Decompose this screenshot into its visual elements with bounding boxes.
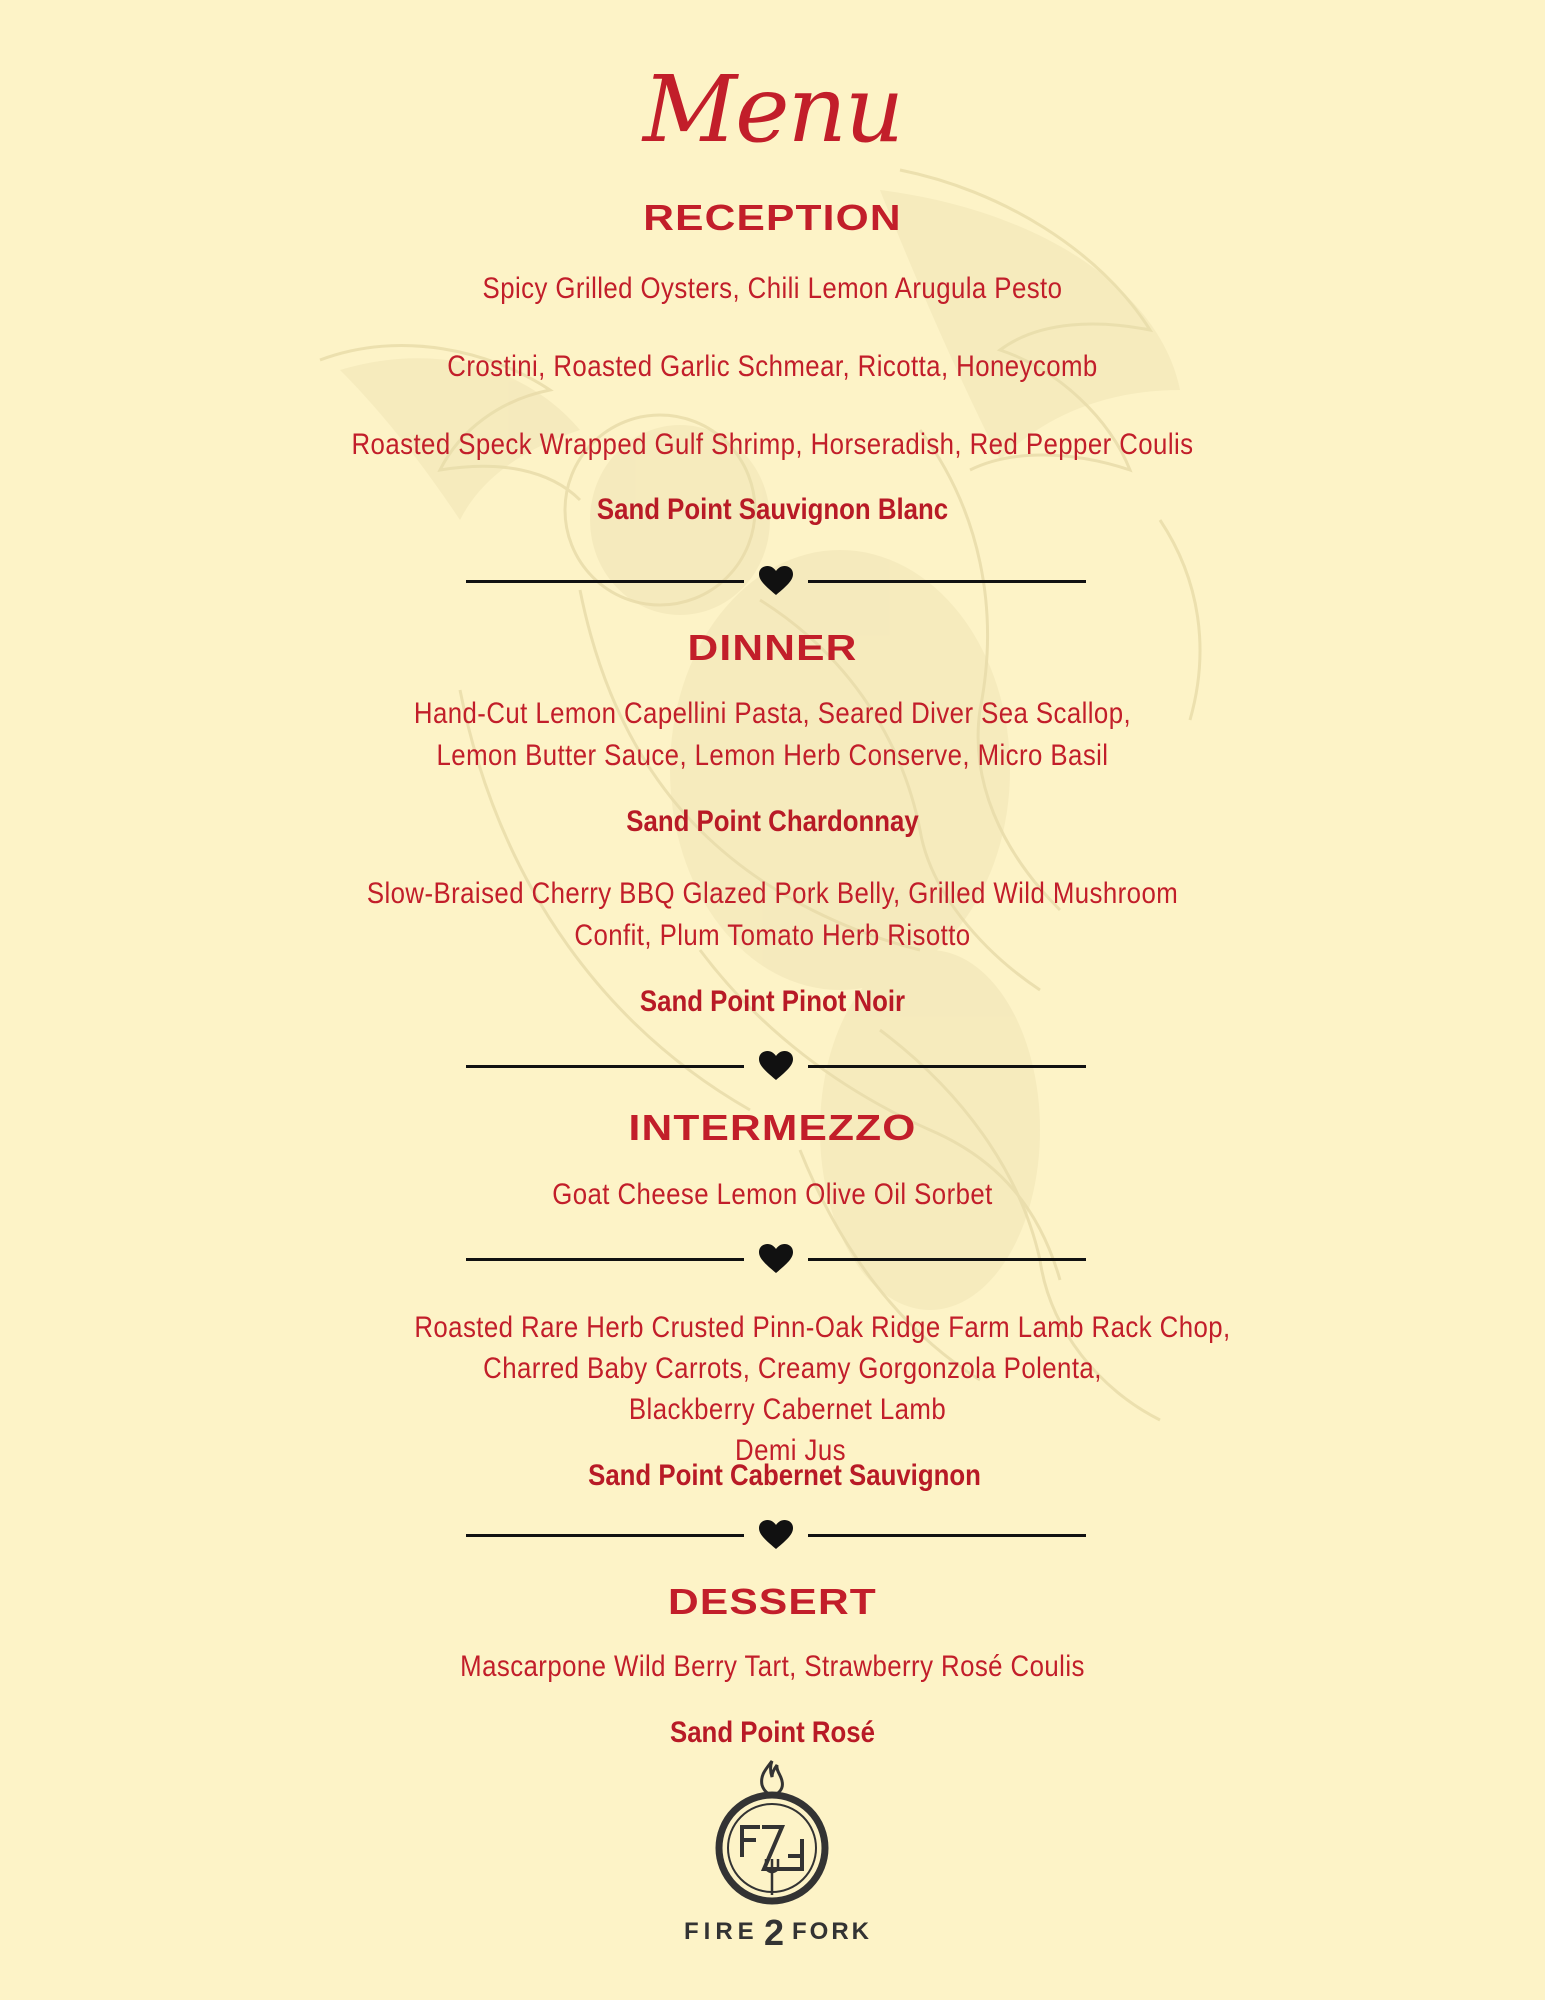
- heart-divider: [466, 566, 1086, 596]
- wine-pairing: Sand Point Pinot Noir: [639, 985, 906, 1018]
- divider-line: [466, 1534, 744, 1537]
- divider-line: [466, 1258, 744, 1261]
- menu-item: Charred Baby Carrots, Creamy Gorgonzola Polenta,: [483, 1352, 1102, 1385]
- section-heading-intermezzo: INTERMEZZO: [628, 1107, 917, 1148]
- heart-divider: [466, 1520, 1086, 1550]
- heart-divider: [466, 1051, 1086, 1081]
- section-heading-dessert: DESSERT: [668, 1581, 877, 1622]
- fire2fork-seal-icon: [660, 1755, 885, 1950]
- menu-item: Slow-Braised Cherry BBQ Glazed Pork Belly, Grilled Wild Mushroom: [366, 877, 1179, 910]
- fire2fork-logo: [660, 1755, 885, 1950]
- menu-item: Hand-Cut Lemon Capellini Pasta, Seared Diver Sea Scallop,: [413, 697, 1132, 730]
- menu-item: Roasted Speck Wrapped Gulf Shrimp, Horseradish, Red Pepper Coulis: [351, 428, 1194, 461]
- menu-item: Spicy Grilled Oysters, Chili Lemon Arugula Pesto: [482, 272, 1063, 305]
- menu-item: Blackberry Cabernet Lamb: [628, 1393, 947, 1426]
- wine-pairing: Sand Point Chardonnay: [626, 805, 919, 838]
- divider-line: [808, 1534, 1086, 1537]
- menu-item: Lemon Butter Sauce, Lemon Herb Conserve, Micro Basil: [436, 739, 1109, 772]
- divider-line: [466, 580, 744, 583]
- menu-item: Demi Jus: [735, 1434, 846, 1467]
- wine-pairing: Sand Point Cabernet Sauvignon: [588, 1459, 981, 1492]
- heart-icon: [758, 1520, 794, 1550]
- divider-line: [808, 1065, 1086, 1068]
- menu-item: Crostini, Roasted Garlic Schmear, Ricotta, Honeycomb: [447, 350, 1098, 383]
- wine-pairing: Sand Point Sauvignon Blanc: [596, 493, 949, 526]
- menu-item: Confit, Plum Tomato Herb Risotto: [574, 919, 971, 952]
- logo-text-fork: FORK: [792, 1918, 872, 1945]
- wine-pairing: Sand Point Rosé: [669, 1716, 875, 1749]
- menu-item: Roasted Rare Herb Crusted Pinn-Oak Ridge Farm Lamb Rack Chop,: [414, 1311, 1231, 1344]
- heart-icon: [758, 1051, 794, 1081]
- heart-divider: [466, 1244, 1086, 1274]
- menu-title: Menu: [642, 56, 903, 163]
- divider-line: [808, 580, 1086, 583]
- section-heading-reception: RECEPTION: [643, 197, 902, 238]
- section-heading-dinner: DINNER: [687, 627, 858, 668]
- divider-line: [808, 1258, 1086, 1261]
- menu-item: Goat Cheese Lemon Olive Oil Sorbet: [552, 1178, 993, 1211]
- menu-item: Mascarpone Wild Berry Tart, Strawberry Rosé Coulis: [460, 1650, 1085, 1683]
- divider-line: [466, 1065, 744, 1068]
- logo-text-fire: FIRE: [684, 1918, 759, 1945]
- heart-icon: [758, 1244, 794, 1274]
- logo-text-two: 2: [764, 1912, 785, 1950]
- heart-icon: [758, 566, 794, 596]
